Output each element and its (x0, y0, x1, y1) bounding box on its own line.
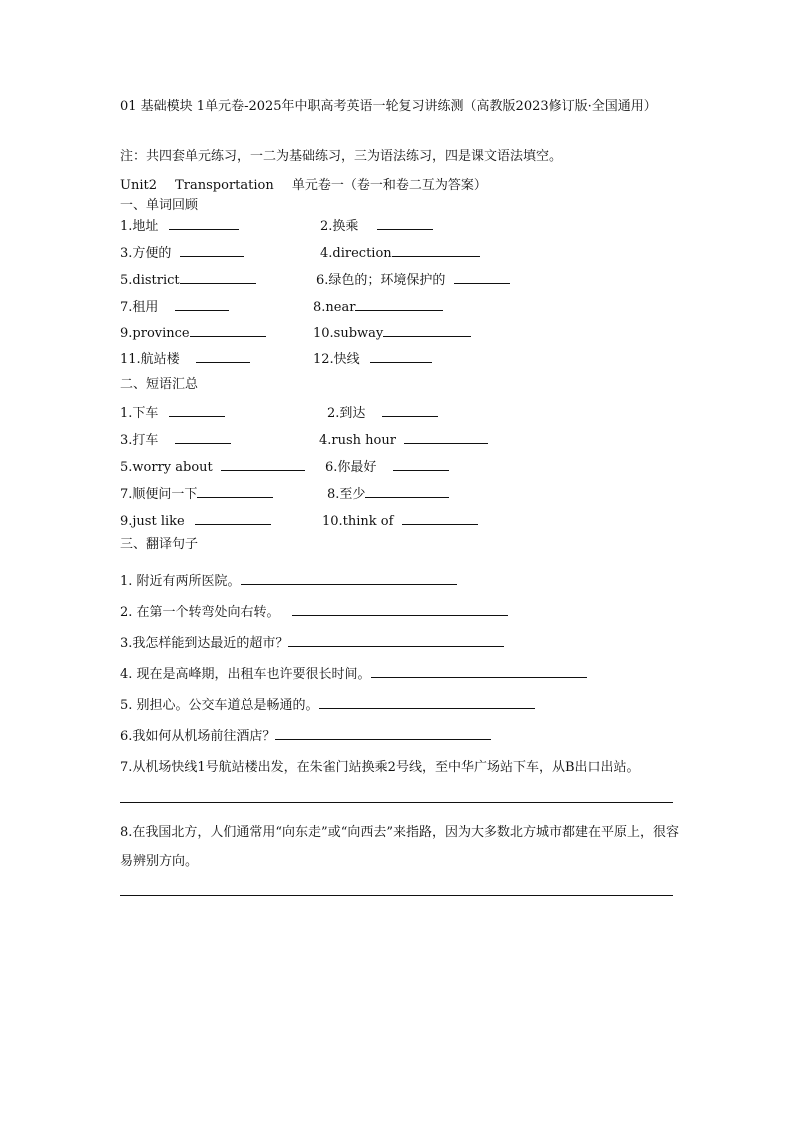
vocab-item: 3.方便的 (120, 244, 244, 262)
vocab-item: 5.district (120, 271, 256, 289)
answer-blank[interactable] (288, 634, 504, 647)
answer-blank[interactable] (221, 458, 305, 471)
section-heading-translation: 三、翻译句子 (120, 537, 199, 552)
vocab-item: 10.subway (313, 324, 471, 342)
answer-blank[interactable] (377, 217, 433, 230)
answer-blank[interactable] (392, 244, 480, 257)
vocab-item: 4.direction (320, 244, 480, 262)
answer-blank[interactable] (175, 431, 231, 444)
vocab-item: 9.province (120, 324, 266, 342)
answer-line[interactable] (120, 895, 673, 896)
answer-blank[interactable] (190, 324, 266, 337)
unit-label: Unit2 (120, 178, 157, 193)
phrase-item: 2.到达 (327, 404, 438, 422)
translation-item: 2. 在第一个转弯处向右转。 (120, 603, 508, 621)
phrase-item: 6.你最好 (325, 458, 449, 476)
vocab-item: 8.near (313, 298, 443, 316)
vocab-item: 6.绿色的；环境保护的 (316, 271, 510, 289)
phrase-item: 10.think of (322, 512, 478, 530)
phrase-item: 3.打车 (120, 431, 231, 449)
vocab-item: 11.航站楼 (120, 350, 250, 368)
answer-blank[interactable] (319, 696, 535, 709)
answer-blank[interactable] (196, 350, 250, 363)
phrase-item: 1.下车 (120, 404, 225, 422)
answer-line[interactable] (120, 802, 673, 803)
answer-blank[interactable] (292, 603, 508, 616)
translation-item: 6.我如何从机场前往酒店？ (120, 727, 491, 745)
answer-blank[interactable] (404, 431, 488, 444)
translation-item: 5. 别担心。公交车道总是畅通的。 (120, 696, 535, 714)
answer-blank[interactable] (402, 512, 478, 525)
phrase-item: 9.just like (120, 512, 271, 530)
answer-blank[interactable] (371, 665, 587, 678)
vocab-item: 1.地址 (120, 217, 239, 235)
answer-blank[interactable] (175, 298, 229, 311)
translation-item: 4. 现在是高峰期，出租车也许要很长时间。 (120, 665, 587, 683)
answer-blank[interactable] (382, 404, 438, 417)
answer-blank[interactable] (197, 485, 273, 498)
answer-blank[interactable] (393, 458, 449, 471)
section-heading-phrases: 二、短语汇总 (120, 377, 199, 392)
answer-blank[interactable] (241, 572, 457, 585)
answer-blank[interactable] (383, 324, 471, 337)
phrase-item: 8.至少 (327, 485, 449, 503)
vocab-item: 12.快线 (313, 350, 432, 368)
section-heading-vocabulary: 一、单词回顾 (120, 198, 199, 213)
unit-topic: Transportation (175, 178, 274, 193)
phrase-item: 7.顺便问一下 (120, 485, 273, 503)
document-note: 注：共四套单元练习，一二为基础练习，三为语法练习，四是课文语法填空。 (120, 149, 563, 164)
unit-heading (120, 178, 487, 194)
vocab-item: 7.租用 (120, 298, 229, 316)
translation-item: 7.从机场快线1号航站楼出发，在朱雀门站换乘2号线，至中华广场站下车，从B出口出站。 (120, 760, 640, 775)
answer-blank[interactable] (454, 271, 510, 284)
vocab-item: 2.换乘 (320, 217, 433, 235)
answer-blank[interactable] (180, 271, 256, 284)
translation-item: 3.我怎样能到达最近的超市？ (120, 634, 504, 652)
translation-item: 1. 附近有两所医院。 (120, 572, 457, 590)
answer-blank[interactable] (370, 350, 432, 363)
answer-blank[interactable] (365, 485, 449, 498)
answer-blank[interactable] (355, 298, 443, 311)
translation-item: 8.在我国北方，人们通常用“向东走”或“向西去”来指路，因为大多数北方城市都建在平原上，很容易辨别方向。 (120, 825, 679, 869)
phrase-item: 5.worry about (120, 458, 305, 476)
answer-blank[interactable] (180, 244, 244, 257)
answer-blank[interactable] (195, 512, 271, 525)
unit-suffix: 单元卷一（卷一和卷二互为答案） (291, 178, 487, 193)
answer-blank[interactable] (275, 727, 491, 740)
document-title: 01 基础模块 1单元卷-2025年中职高考英语一轮复习讲练测（高教版2023修订版·全国通用） (120, 99, 657, 114)
answer-blank[interactable] (169, 404, 225, 417)
answer-blank[interactable] (169, 217, 239, 230)
phrase-item: 4.rush hour (319, 431, 488, 449)
